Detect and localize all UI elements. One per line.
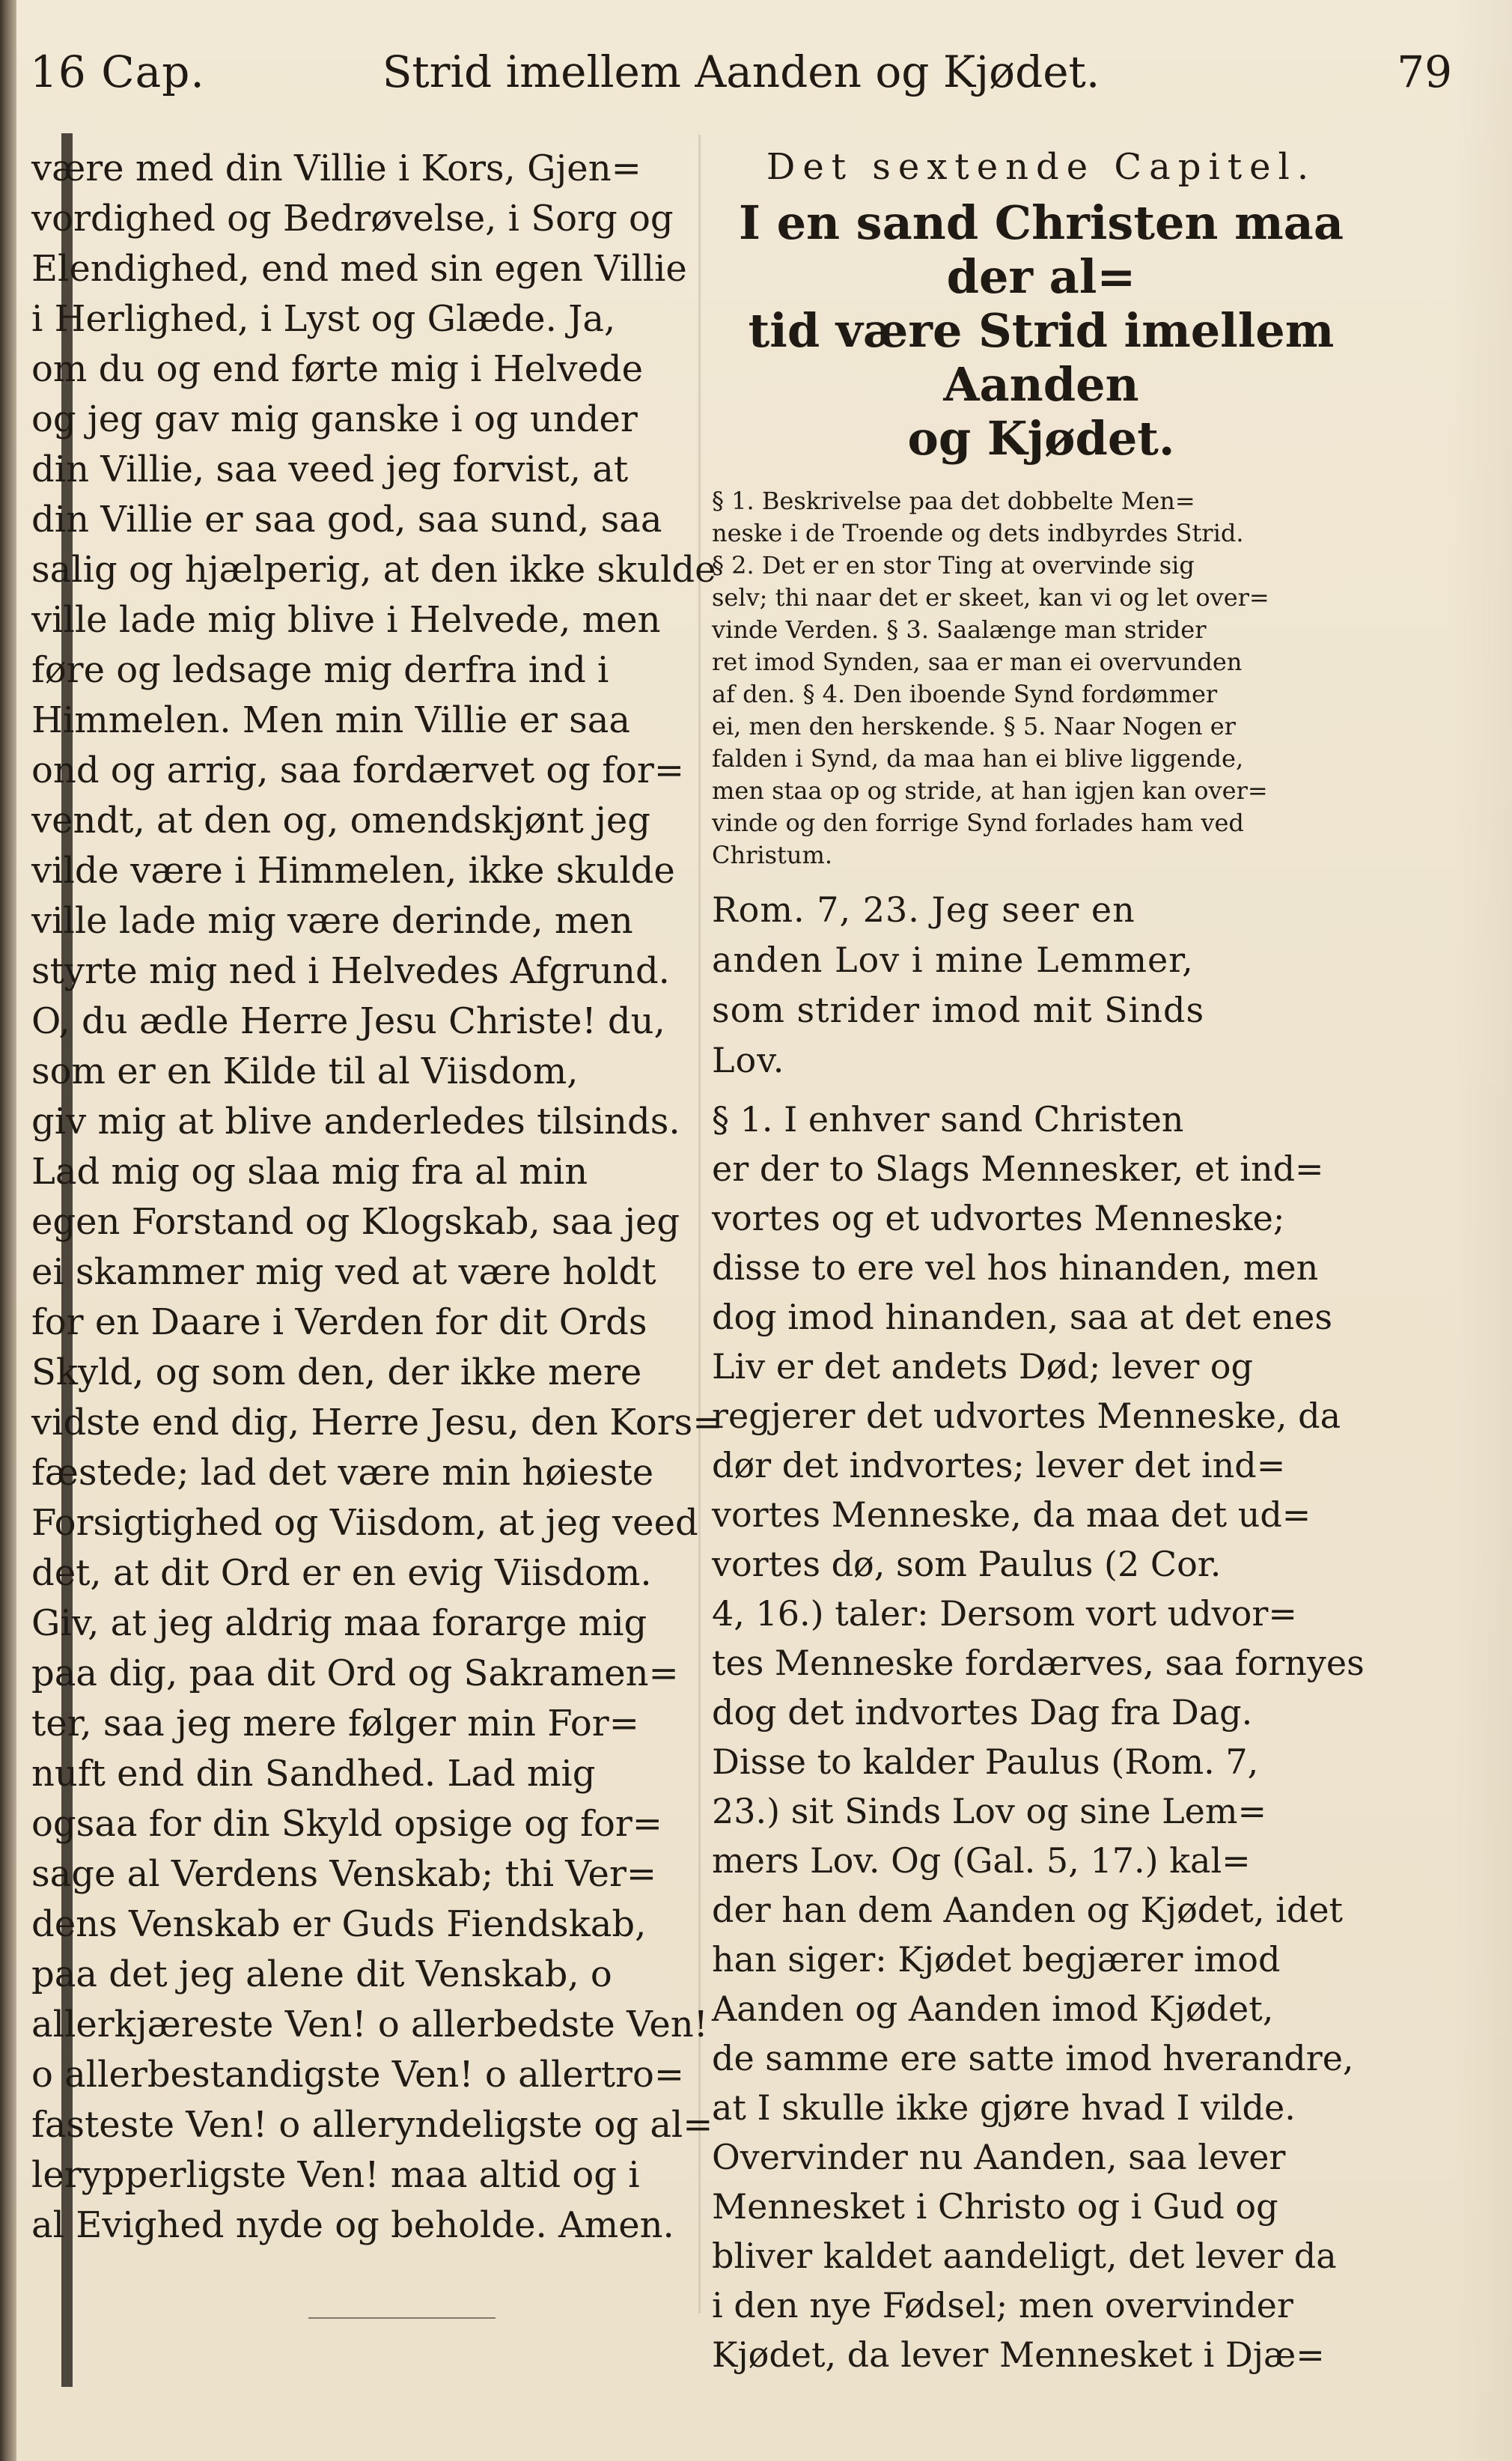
chapter-heading-line: og Kjødet. <box>907 411 1175 466</box>
left-line: for en Daare i Verden for dit Ords <box>31 1301 647 1343</box>
left-line: Giv, at jeg aldrig maa forarge mig <box>31 1602 647 1644</box>
body-line: at I skulle ikke gjøre hvad I vilde. <box>712 2087 1296 2128</box>
left-line: allerkjæreste Ven! o allerbedste Ven! <box>31 2004 708 2045</box>
body-line: Mennesket i Christo og i Gud og <box>712 2186 1278 2227</box>
left-line: vordighed og Bedrøvelse, i Sorg og <box>31 198 674 240</box>
summary-line: Christum. <box>712 841 833 869</box>
chapter-heading-line: tid være Strid imellem Aanden <box>748 303 1335 412</box>
left-line: ville lade mig blive i Helvede, men <box>31 599 661 641</box>
left-line: og jeg gav mig ganske i og under <box>31 398 638 440</box>
left-line: styrte mig ned i Helvedes Afgrund. <box>31 950 670 992</box>
body-line: Overvinder nu Aanden, saa lever <box>712 2137 1286 2177</box>
body-line: Liv er det andets Død; lever og <box>712 1346 1253 1387</box>
body-line: vortes Menneske, da maa det ud= <box>712 1494 1311 1535</box>
left-line: ond og arrig, saa fordærvet og for= <box>31 749 685 791</box>
summary-line: falden i Synd, da maa han ei blive liggende, <box>712 744 1244 773</box>
left-line: føre og ledsage mig derfra ind i <box>31 649 609 691</box>
page-shadow <box>1452 0 1512 2461</box>
left-line: Himmelen. Men min Villie er saa <box>31 699 630 741</box>
verse-line: anden Lov i mine Lemmer, <box>712 940 1194 980</box>
body-line: mers Lov. Og (Gal. 5, 17.) kal= <box>712 1840 1251 1881</box>
body-line: Kjødet, da lever Mennesket i Djæ= <box>712 2334 1325 2375</box>
left-line: vendt, at den og, omendskjønt jeg <box>31 800 651 842</box>
body-line: bliver kaldet aandeligt, det lever da <box>712 2236 1337 2276</box>
summary-line: ret imod Synden, saa er man ei overvunden <box>712 648 1243 676</box>
chapter-title: Det sextende Capitel. <box>766 146 1317 188</box>
left-line: være med din Villie i Kors, Gjen= <box>31 147 641 189</box>
summary-line: selv; thi naar det er skeet, kan vi og let over= <box>712 583 1269 612</box>
chapter-heading-line: I en sand Christen maa der al= <box>738 195 1344 304</box>
left-line: lerypperligste Ven! maa altid og i <box>31 2154 640 2196</box>
left-line: sage al Verdens Venskab; thi Ver= <box>31 1853 657 1895</box>
column-divider <box>698 135 701 2314</box>
body-line: han siger: Kjødet begjærer imod <box>712 1939 1281 1980</box>
body-line: Aanden og Aanden imod Kjødet, <box>712 1989 1274 2029</box>
verse-line: Lov. <box>712 1040 785 1080</box>
summary-line: af den. § 4. Den iboende Synd fordømmer <box>712 680 1218 708</box>
left-line: paa dig, paa dit Ord og Sakramen= <box>31 1652 679 1694</box>
summary-line: neske i de Troende og dets indbyrdes Strid. <box>712 519 1244 547</box>
left-line: al Evighed nyde og beholde. Amen. <box>31 2204 674 2246</box>
right-column-text <box>712 144 1371 2375</box>
body-line: dog det indvortes Dag fra Dag. <box>712 1692 1253 1733</box>
left-line: ville lade mig være derinde, men <box>31 900 633 942</box>
left-line: ogsaa for din Skyld opsige og for= <box>31 1803 662 1845</box>
left-line: ter, saa jeg mere følger min For= <box>31 1703 639 1744</box>
footer-rule <box>308 2317 496 2319</box>
body-line: vortes og et udvortes Menneske; <box>712 1198 1285 1238</box>
body-line: der han dem Aanden og Kjødet, idet <box>712 1890 1344 1930</box>
summary-line: ei, men den herskende. § 5. Naar Nogen er <box>712 712 1236 740</box>
left-line: giv mig at blive anderledes tilsinds. <box>31 1101 680 1143</box>
summary-line: men staa op og stride, at han igjen kan over= <box>712 776 1268 805</box>
body-line: regjerer det udvortes Menneske, da <box>712 1396 1341 1436</box>
body-line: dog imod hinanden, saa at det enes <box>712 1297 1332 1337</box>
page-number: 79 <box>1397 46 1452 97</box>
left-line: Lad mig og slaa mig fra al min <box>31 1151 588 1193</box>
left-line: o allerbestandigste Ven! o allertro= <box>31 2054 685 2096</box>
left-line: nuft end din Sandhed. Lad mig <box>31 1753 596 1795</box>
left-line: vidste end dig, Herre Jesu, den Kors= <box>31 1402 723 1444</box>
left-line: det, at dit Ord er en evig Viisdom. <box>31 1552 652 1594</box>
left-line: Skyld, og som den, der ikke mere <box>31 1351 642 1393</box>
body-line: disse to ere vel hos hinanden, men <box>712 1247 1319 1288</box>
left-line: Forsigtighed og Viisdom, at jeg veed <box>31 1502 698 1544</box>
page-scan-edge <box>0 0 16 2461</box>
left-line: i Herlighed, i Lyst og Glæde. Ja, <box>31 298 616 340</box>
left-line: din Villie, saa veed jeg forvist, at <box>31 448 629 490</box>
left-line: egen Forstand og Klogskab, saa jeg <box>31 1201 680 1243</box>
left-column-text <box>31 144 723 2293</box>
body-line: i den nye Fødsel; men overvinder <box>712 2285 1293 2325</box>
body-line: vortes dø, som Paulus (2 Cor. <box>712 1544 1222 1584</box>
left-line: ei skammer mig ved at være holdt <box>31 1251 656 1293</box>
left-line: fasteste Ven! o alleryndeligste og al= <box>31 2104 713 2146</box>
running-title: Strid imellem Aanden og Kjødet. <box>382 46 1100 97</box>
scripture-verse <box>712 885 1371 1086</box>
body-line: tes Menneske fordærves, saa fornyes <box>712 1643 1365 1683</box>
body-paragraph <box>712 1095 1371 2379</box>
verse-line: som strider imod mit Sinds <box>712 990 1205 1030</box>
left-line: Elendighed, end med sin egen Villie <box>31 248 687 290</box>
summary-line: vinde og den forrige Synd forlades ham ved <box>712 809 1244 837</box>
left-line: vilde være i Himmelen, ikke skulde <box>31 850 675 892</box>
body-line: 23.) sit Sinds Lov og sine Lem= <box>712 1791 1267 1831</box>
body-line: 4, 16.) taler: Dersom vort udvor= <box>712 1593 1297 1634</box>
body-line: de samme ere satte imod hverandre, <box>712 2038 1354 2078</box>
summary-line: § 2. Det er en stor Ting at overvinde sig <box>712 551 1195 579</box>
chapter-summary <box>712 485 1371 871</box>
page-header <box>30 46 1452 106</box>
body-line: er der to Slags Mennesker, et ind= <box>712 1149 1324 1189</box>
chapter-reference: 16 Cap. <box>30 46 205 97</box>
summary-line: vinde Verden. § 3. Saalænge man strider <box>712 615 1207 644</box>
verse-line: Rom. 7, 23. Jeg seer en <box>712 889 1135 930</box>
left-line: salig og hjælperig, at den ikke skulde <box>31 549 716 591</box>
left-line: som er en Kilde til al Viisdom, <box>31 1050 579 1092</box>
left-line: dens Venskab er Guds Fiendskab, <box>31 1903 647 1945</box>
body-line: Disse to kalder Paulus (Rom. 7, <box>712 1741 1259 1782</box>
left-line: O, du ædle Herre Jesu Christe! du, <box>31 1000 665 1042</box>
body-line: § 1. I enhver sand Christen <box>712 1099 1184 1140</box>
body-line: dør det indvortes; lever det ind= <box>712 1445 1286 1485</box>
left-line: fæstede; lad det være min høieste <box>31 1452 654 1494</box>
summary-line: § 1. Beskrivelse paa det dobbelte Men= <box>712 487 1195 515</box>
left-line: om du og end førte mig i Helvede <box>31 348 644 390</box>
left-line: paa det jeg alene dit Venskab, o <box>31 1953 612 1995</box>
left-line: din Villie er saa god, saa sund, saa <box>31 499 662 541</box>
